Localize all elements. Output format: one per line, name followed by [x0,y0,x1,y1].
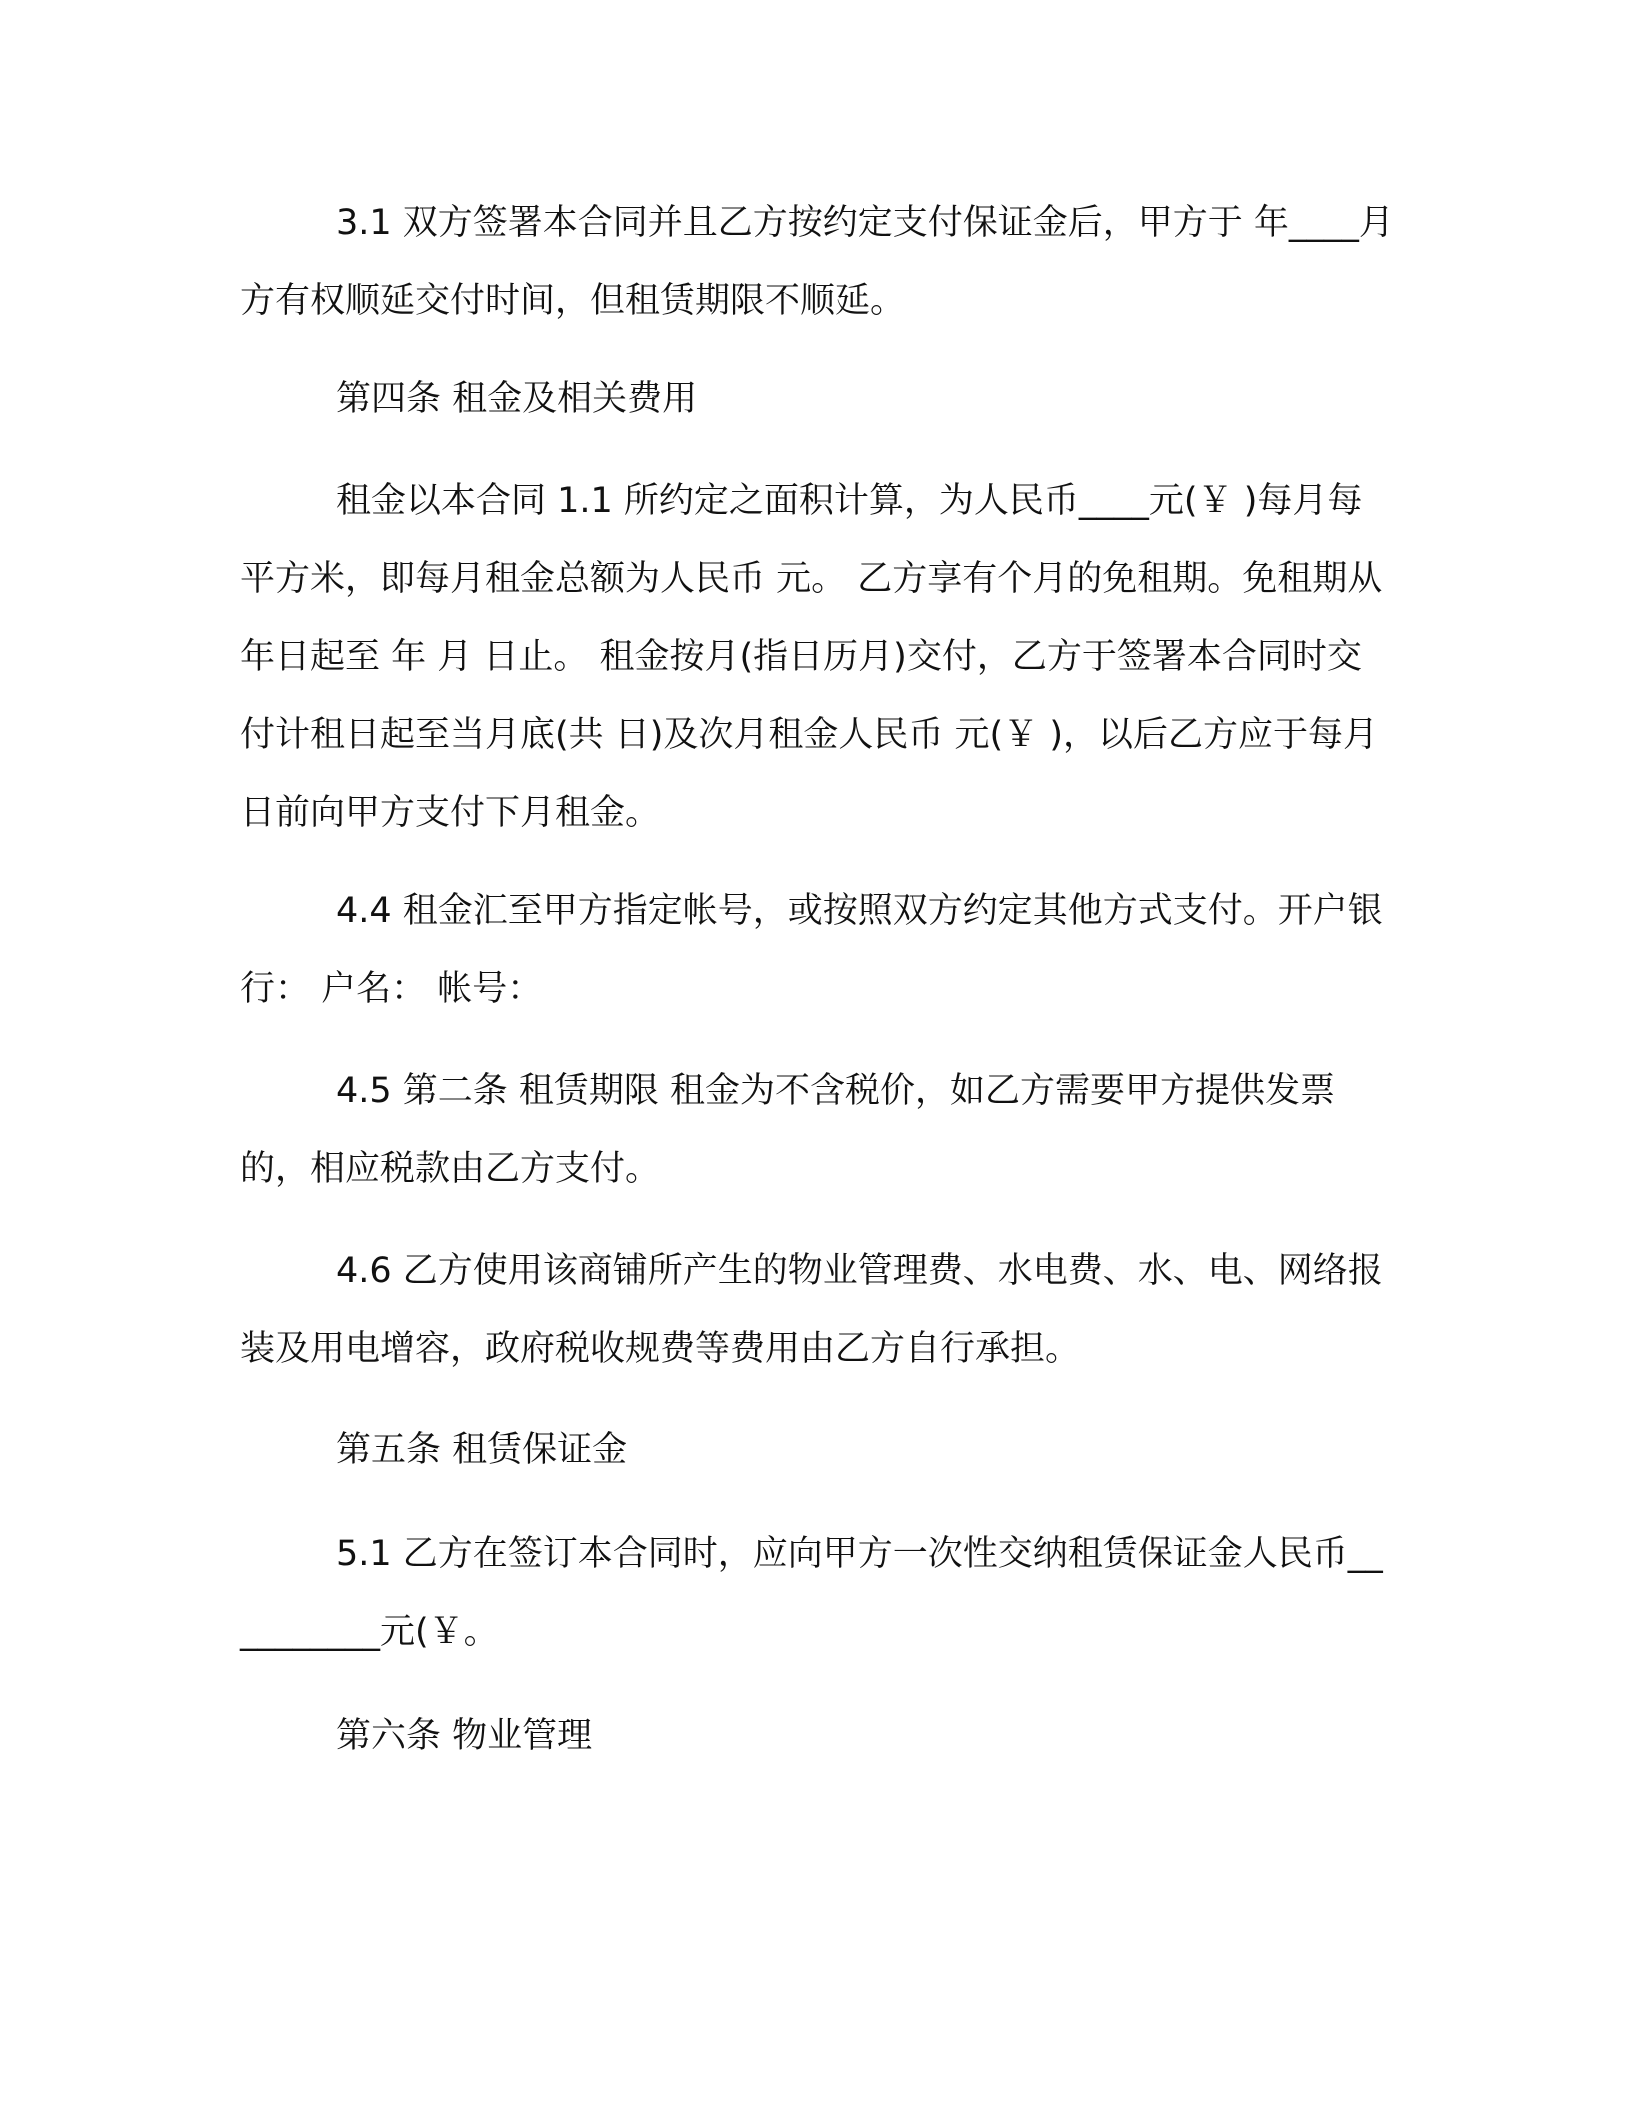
paragraph-4-5: 4.5 第二条 租赁期限 租金为不含税价，如乙方需要甲方提供发票的，相应税款由乙方支付。 [240,1071,1336,1189]
heading-article-4: 第四条 租金及相关费用 [336,379,698,419]
paragraph-rent: 租金以本合同 1.1 所约定之面积计算，为人民币____元(￥ )每月每平方米，即每月租金总额为人民币 元。 乙方享有个月的免租期。免租期从年日起至 年 月 日止。 租金按月(指日历月)交付，乙方于签署本合同时交付计租日起至当月底(共 日)及次月租金人民币 元(￥ )，以后乙方应于每月 日前向甲方支付下月租金。 [240,481,1383,833]
paragraph-3-1: 3.1 双方签署本合同并且乙方按约定支付保证金后，甲方于 年____月方有权顺延交付时间，但租赁期限不顺延。 [240,203,1394,321]
paragraph-4-4: 4.4 租金汇至甲方指定帐号，或按照双方约定其他方式支付。开户银行： 户名： 帐号： [240,891,1383,1009]
paragraph-5-1: 5.1 乙方在签订本合同时，应向甲方一次性交纳租赁保证金人民币__________元(￥。 [240,1534,1383,1652]
heading-article-5: 第五条 租赁保证金 [336,1430,628,1470]
heading-article-6: 第六条 物业管理 [336,1716,593,1756]
paragraph-4-6: 4.6 乙方使用该商铺所产生的物业管理费、水电费、水、电、网络报装及用电增容，政府税收规费等费用由乙方自行承担。 [240,1251,1383,1369]
